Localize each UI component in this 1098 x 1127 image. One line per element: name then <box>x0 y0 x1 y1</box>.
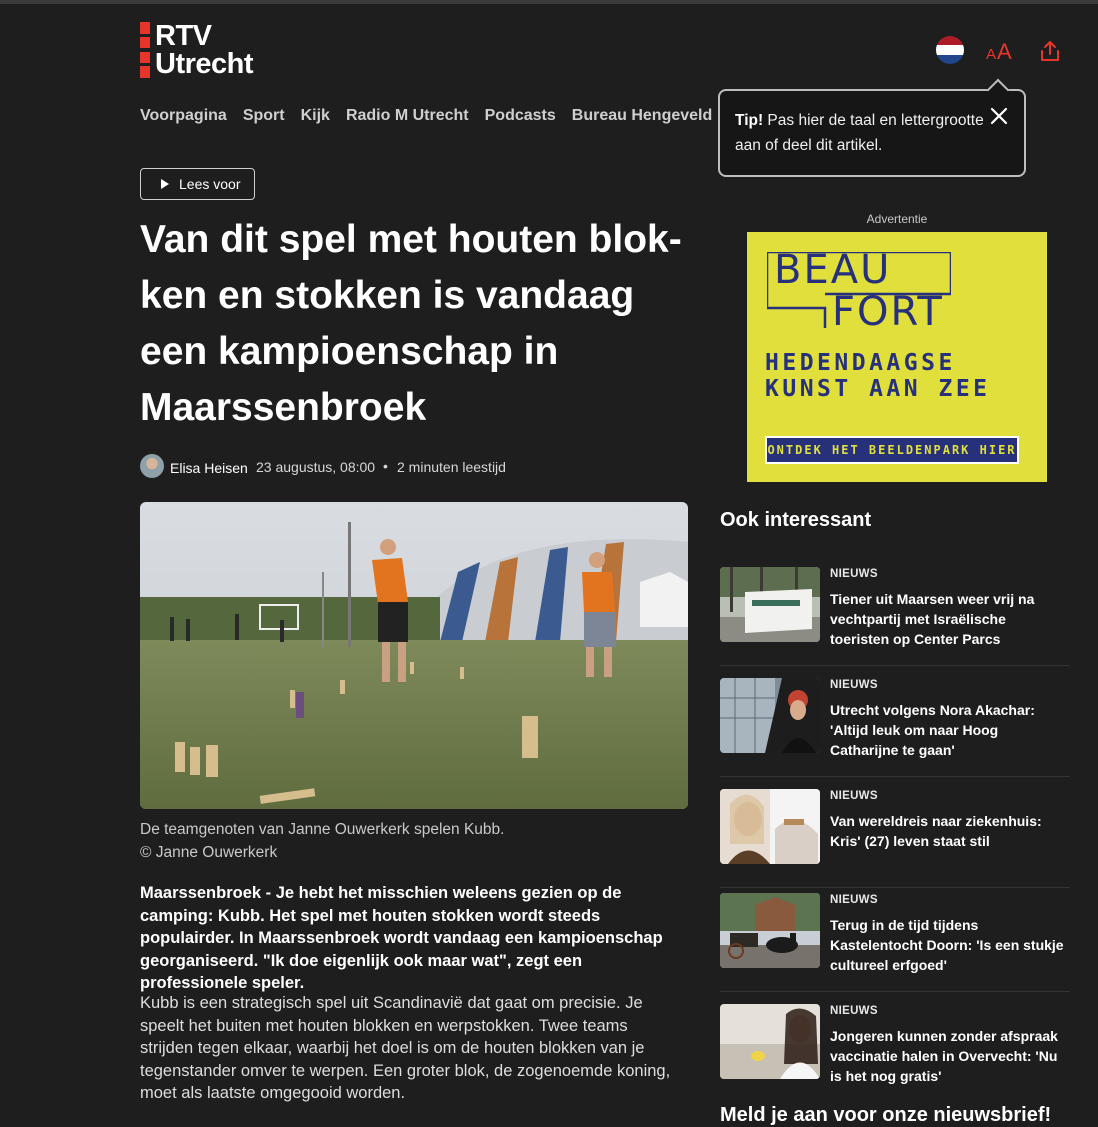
nav-item-bureau-hengeveld[interactable]: Bureau Hengeveld <box>571 107 713 124</box>
nav-item-sport[interactable]: Sport <box>242 107 285 124</box>
tooltip-message: Pas hier de taal en lettergrootte aan of deel dit artikel. <box>735 112 984 154</box>
ad-tagline-line1: HEDENDAAGSE <box>765 350 956 376</box>
related-heading: Ook interessant <box>720 509 872 531</box>
logo-bar <box>140 52 150 63</box>
main-navigation <box>140 105 720 129</box>
font-size-icon[interactable] <box>986 36 1016 64</box>
article-body-paragraph: Kubb is een strategisch spel uit Scandinavië dat gaat om precisie. Je speelt het buiten met houten blokken en werpstokken. Twee teams strijden tegen elkaar, waarbij het doel is om de houten blokken van je tegenstander omver te werpen. Een groter blok, de zogenoemde koning, moet als laatste omgegooid worden. <box>140 994 671 1102</box>
close-icon[interactable] <box>989 106 1009 126</box>
top-border <box>0 0 1098 4</box>
divider <box>720 665 1070 666</box>
article-meta <box>140 454 700 480</box>
nav-item-podcasts[interactable]: Podcasts <box>484 107 556 124</box>
logo-bar <box>140 22 150 34</box>
font-size-small-a: A <box>986 46 997 63</box>
flag-red-stripe <box>936 36 964 45</box>
related-article-category: NIEUWS <box>830 679 878 691</box>
ad-brand-line2: FORT <box>832 289 944 335</box>
nav-item-voorpagina[interactable]: Voorpagina <box>140 107 227 124</box>
rtv-utrecht-logo[interactable] <box>140 22 272 78</box>
tooltip-arrow <box>987 79 1010 102</box>
logo-bar <box>140 66 150 78</box>
flag-white-stripe <box>936 45 964 54</box>
tooltip-bold: Tip! <box>735 112 764 129</box>
publish-date: 23 augustus, 08:00 <box>256 459 376 475</box>
related-article-category: NIEUWS <box>830 568 878 580</box>
article-photo[interactable] <box>140 502 688 809</box>
related-article-category: NIEUWS <box>830 894 878 906</box>
ad-brand-line1: BEAU <box>774 247 892 293</box>
image-credit: © Janne Ouwerkerk <box>140 844 278 861</box>
related-article[interactable] <box>720 1004 1070 1104</box>
related-article[interactable] <box>720 678 1070 778</box>
logo-text-line2: Utrecht <box>155 48 254 80</box>
author-name[interactable]: Elisa Heisen <box>170 460 248 476</box>
meta-separator: • <box>383 458 388 474</box>
related-article-thumbnail <box>720 893 820 968</box>
ad-cta-button[interactable]: ONTDEK HET BEELDENPARK HIER <box>765 436 1019 464</box>
related-article-thumbnail <box>720 678 820 753</box>
related-article[interactable] <box>720 893 1070 993</box>
related-article-title[interactable]: Tiener uit Maarsen weer vrij na vechtpartij met Israëlische toeristen op Center Parcs <box>830 591 1035 647</box>
read-time: 2 minuten leestijd <box>397 459 506 475</box>
related-article-title[interactable]: Terug in de tijd tijdens Kastelentocht Doorn: 'Is een stukje cultureel erfgoed' <box>830 917 1064 973</box>
related-article-category: NIEUWS <box>830 790 878 802</box>
related-article-title[interactable]: Jongeren kunnen zonder afspraak vaccinatie halen in Overvecht: 'Nu is het nog gratis' <box>830 1028 1058 1084</box>
related-article-title[interactable]: Utrecht volgens Nora Akachar: 'Altijd leuk om naar Hoog Catharijne te gaan' <box>830 702 1035 758</box>
listen-button[interactable] <box>140 168 255 200</box>
font-size-large-a: A <box>997 39 1012 64</box>
image-caption-text: De teamgenoten van Janne Ouwerkerk spelen Kubb. <box>140 821 505 838</box>
related-article-thumbnail <box>720 789 820 864</box>
logo-text-line1: RTV <box>155 20 212 52</box>
divider <box>720 887 1070 888</box>
nav-item-radio-m-utrecht[interactable]: Radio M Utrecht <box>345 107 469 124</box>
related-article-thumbnail <box>720 567 820 642</box>
flag-blue-stripe <box>936 55 964 64</box>
divider <box>720 991 1070 992</box>
image-caption <box>140 818 688 864</box>
listen-label: Lees voor <box>179 176 241 192</box>
article-title: Van dit spel met houten blokken en stokken is vandaag een kampioenschap in Maarssenbroek <box>140 218 682 429</box>
dutch-flag-icon[interactable] <box>936 36 964 64</box>
tip-tooltip <box>718 89 1026 177</box>
ad-tagline-line2: KUNST AAN ZEE <box>765 376 991 402</box>
related-article[interactable] <box>720 789 1070 889</box>
advertisement-beaufort[interactable] <box>747 232 1047 482</box>
related-article-category: NIEUWS <box>830 1005 878 1017</box>
related-article-title[interactable]: Van wereldreis naar ziekenhuis: Kris' (27) leven staat stil <box>830 813 1042 849</box>
tooltip-text <box>735 108 990 158</box>
ad-label: Advertentie <box>866 212 928 226</box>
divider <box>720 776 1070 777</box>
article-lead: Maarssenbroek - Je hebt het misschien weleens gezien op de camping: Kubb. Het spel met houten stokken wordt steeds populairder. In Maarssenbroek wordt vandaag een kampioenschap georganiseerd. "Ik doe eigenlijk ook maar wat", zegt een professionele speler. <box>140 884 663 992</box>
related-article[interactable] <box>720 567 1070 667</box>
author-avatar[interactable] <box>140 454 164 478</box>
nav-item-kijk[interactable]: Kijk <box>300 107 330 124</box>
newsletter-heading: Meld je aan voor onze nieuwsbrief! <box>720 1104 1052 1126</box>
play-icon <box>161 179 169 189</box>
related-article-thumbnail <box>720 1004 820 1079</box>
share-icon[interactable] <box>1040 40 1060 62</box>
logo-bar <box>140 37 150 48</box>
